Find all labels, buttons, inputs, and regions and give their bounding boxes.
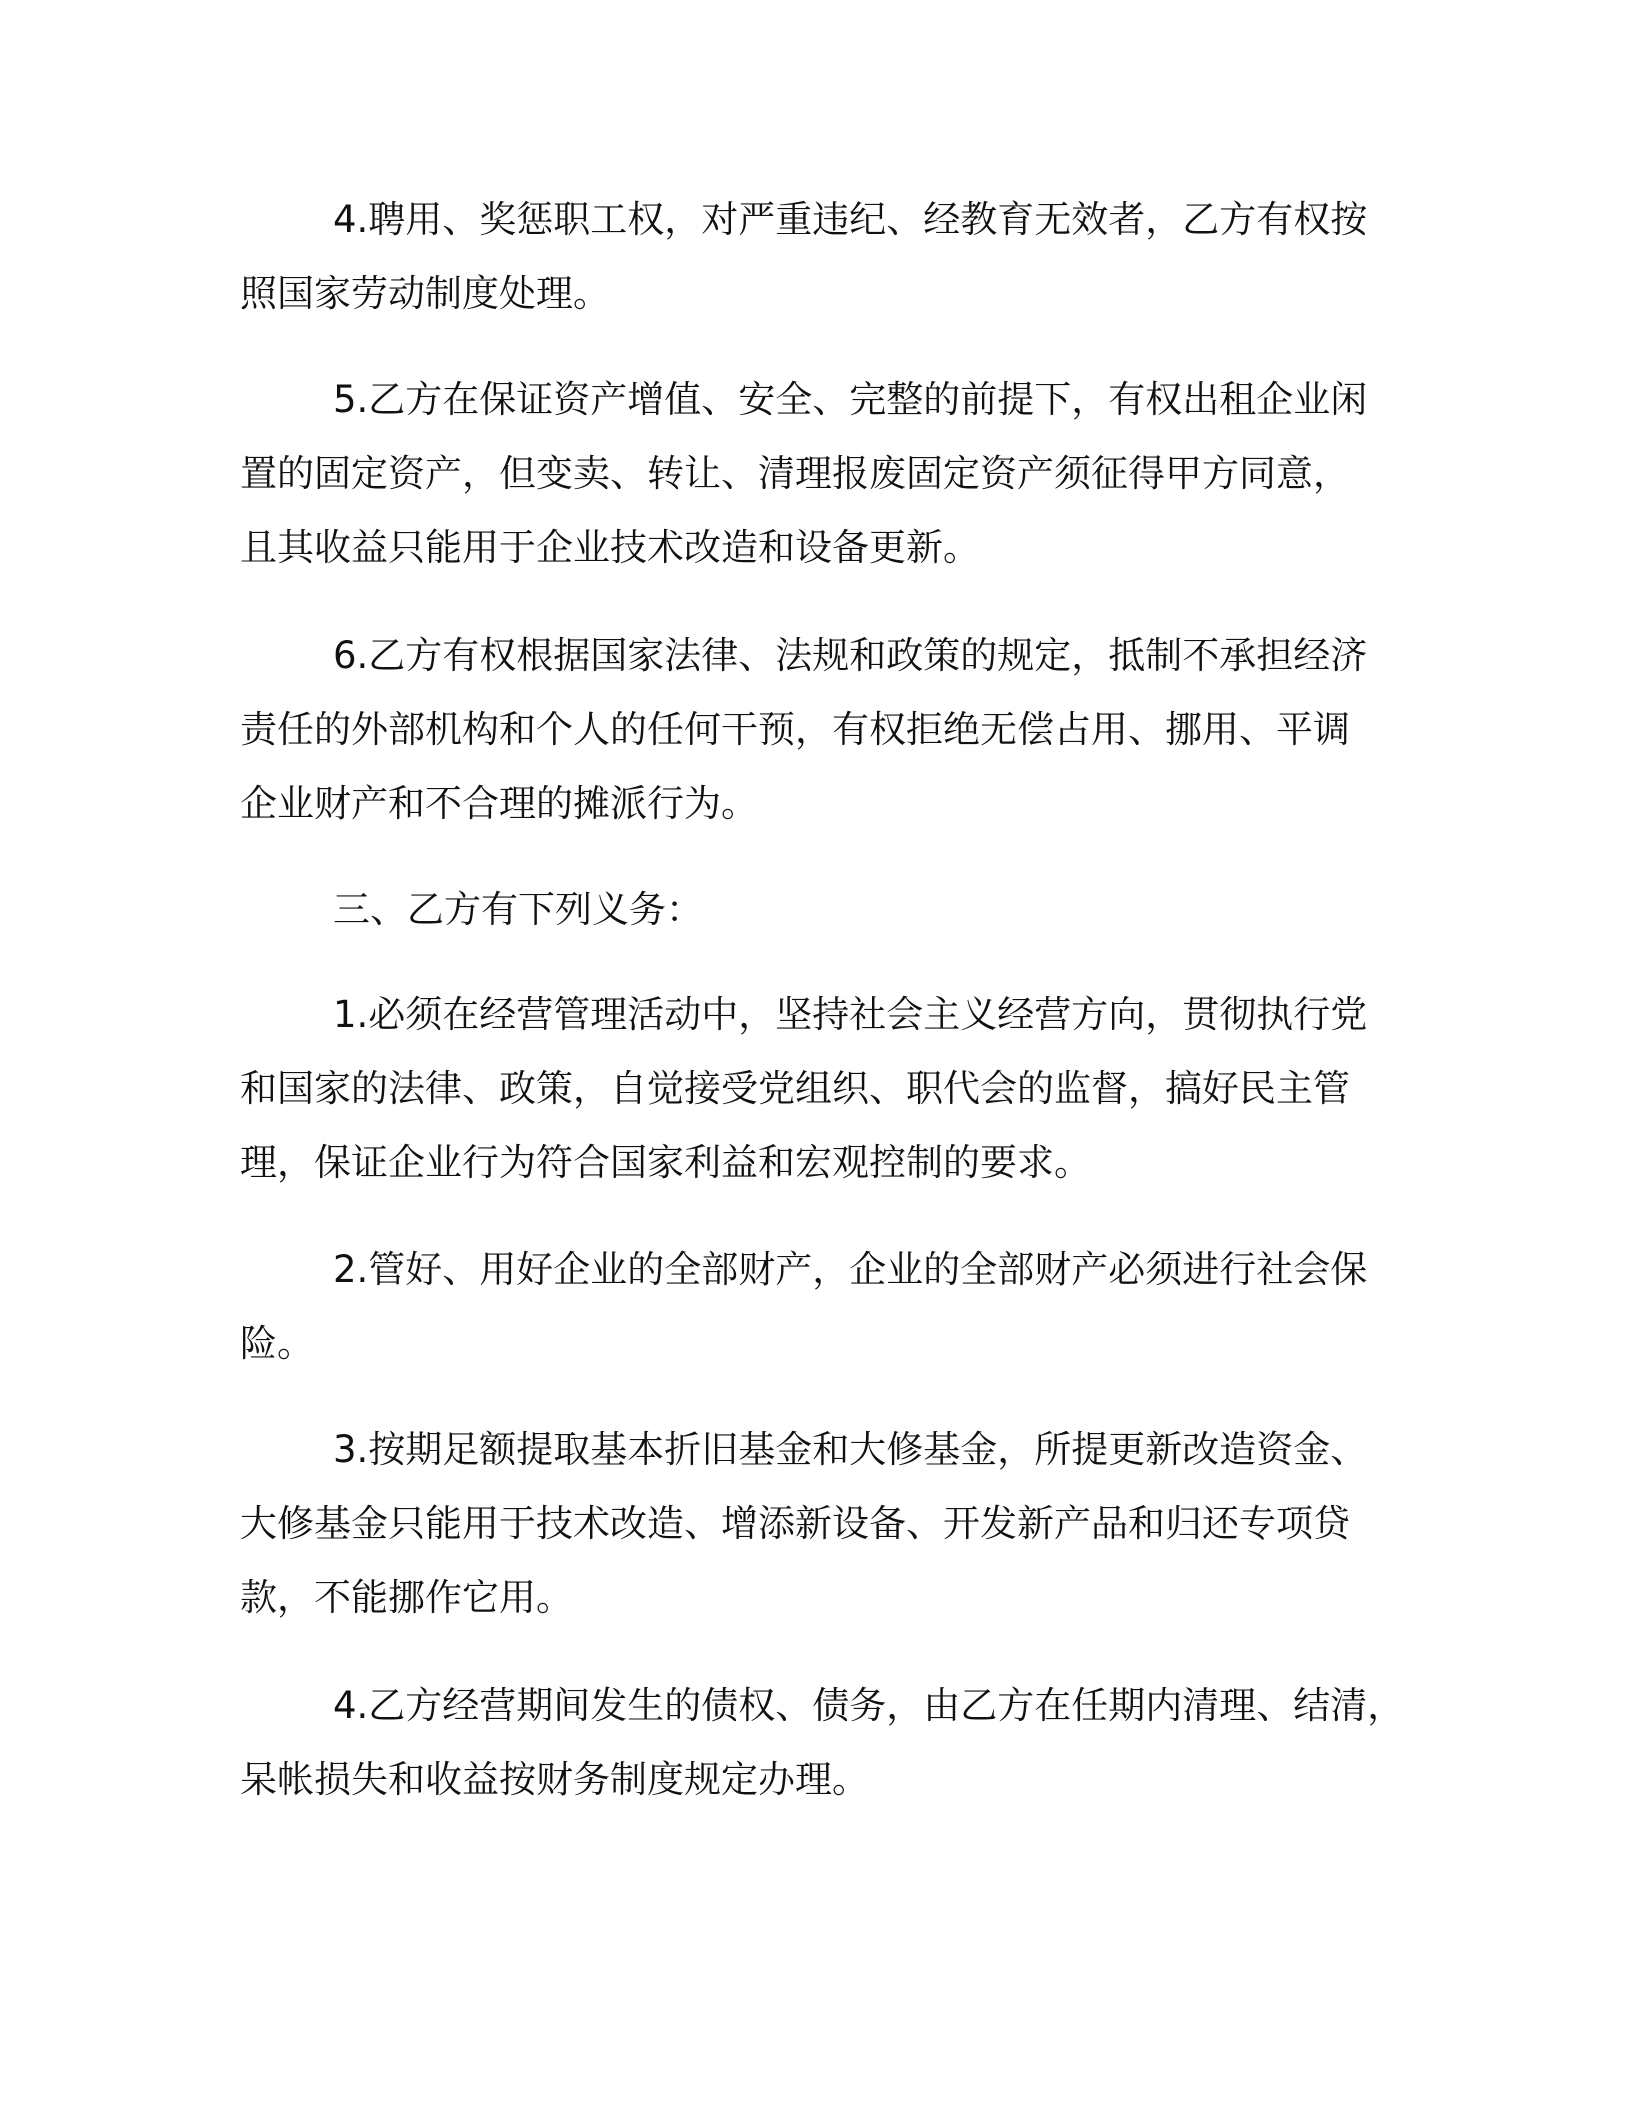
text-line: 大修基金只能用于技术改造、增添新设备、开发新产品和归还专项贷 — [240, 1502, 1350, 1545]
section-heading: 三、乙方有下列义务： — [333, 888, 703, 931]
text-line: 置的固定资产，但变卖、转让、清理报废固定资产须征得甲方同意， — [240, 452, 1350, 495]
text-line: 4.乙方经营期间发生的债权、债务，由乙方在任期内清理、结清， — [333, 1684, 1405, 1727]
text-line: 款，不能挪作它用。 — [240, 1576, 573, 1619]
text-line: 责任的外部机构和个人的任何干预，有权拒绝无偿占用、挪用、平调 — [240, 708, 1350, 751]
text-line: 5.乙方在保证资产增值、安全、完整的前提下，有权出租企业闲 — [333, 378, 1368, 421]
text-line: 4.聘用、奖惩职工权，对严重违纪、经教育无效者，乙方有权按 — [333, 198, 1368, 241]
text-line: 且其收益只能用于企业技术改造和设备更新。 — [240, 526, 980, 569]
text-line: 6.乙方有权根据国家法律、法规和政策的规定，抵制不承担经济 — [333, 634, 1368, 677]
text-line: 企业财产和不合理的摊派行为。 — [240, 782, 758, 825]
text-line: 险。 — [240, 1322, 314, 1365]
text-line: 照国家劳动制度处理。 — [240, 272, 610, 315]
text-line: 和国家的法律、政策，自觉接受党组织、职代会的监督，搞好民主管 — [240, 1067, 1350, 1110]
text-line: 1.必须在经营管理活动中，坚持社会主义经营方向，贯彻执行党 — [333, 993, 1368, 1036]
text-line: 2.管好、用好企业的全部财产，企业的全部财产必须进行社会保 — [333, 1248, 1368, 1291]
text-line: 呆帐损失和收益按财务制度规定办理。 — [240, 1758, 869, 1801]
text-line: 理，保证企业行为符合国家利益和宏观控制的要求。 — [240, 1141, 1091, 1184]
text-line: 3.按期足额提取基本折旧基金和大修基金，所提更新改造资金、 — [333, 1428, 1368, 1471]
